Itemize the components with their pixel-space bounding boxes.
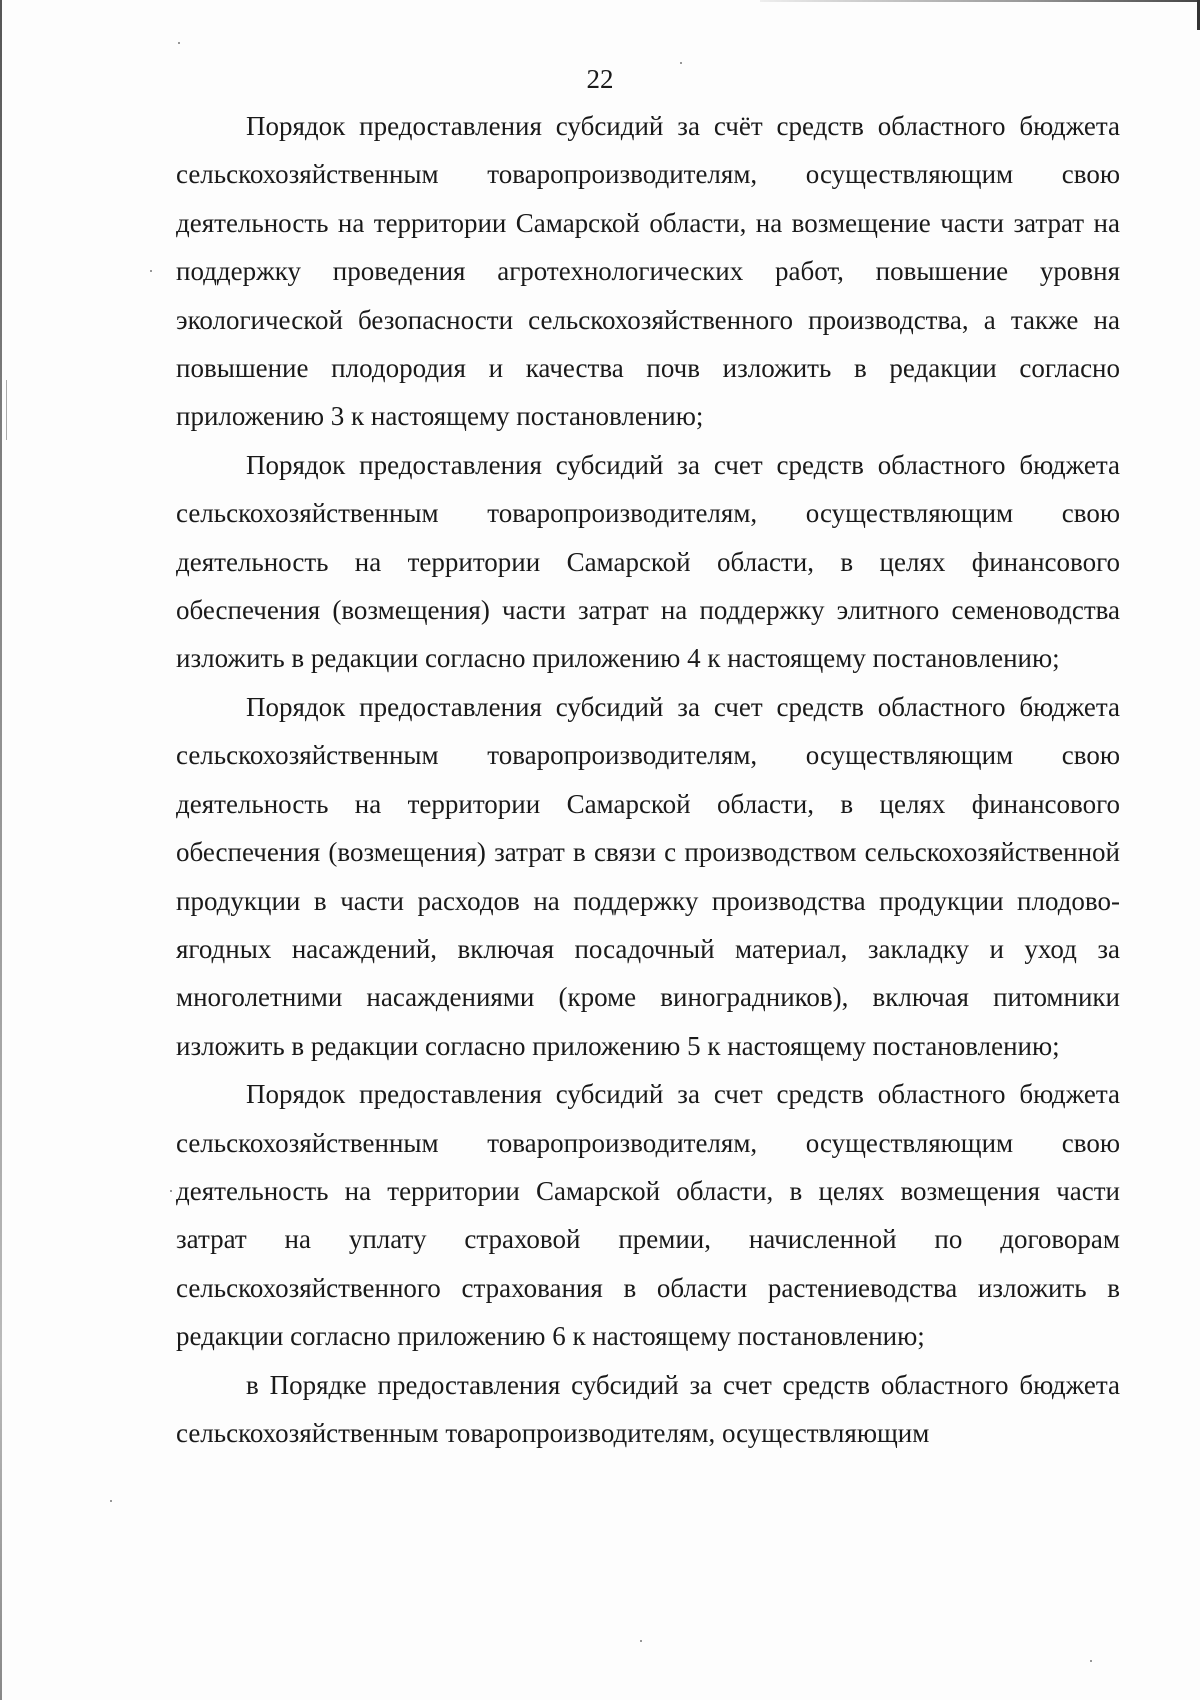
scan-edge-left — [0, 0, 2, 1700]
paragraph-appendix-5: Порядок предоставления субсидий за счет средств областного бюджета сельскохозяйственным товаропроизводителям, осуществляющим свою деятельность на территории Самарской области, в целях финансового обеспечения (возмещения) затрат в связи с производством сельскохозяйственной продукции в части расходов на поддержку производства продукции плодово-ягодных насаждений, включая посадочный материал, закладку и уход за многолетними насаждениями (кроме виноградников), включая питомники изложить в редакции согласно приложению 5 к настоящему постановлению; — [176, 691, 1120, 1061]
paragraph-appendix-3: Порядок предоставления субсидий за счёт средств областного бюджета сельскохозяйственным товаропроизводителям, осуществляющим свою деятельность на территории Самарской области, на возмещение части затрат на поддержку проведения агротехнологических работ, повышение уровня экологической безопасности сельскохозяйственного производства, а также на повышение плодородия и качества почв изложить в редакции согласно приложению 3 к настоящему постановлению; — [176, 111, 1120, 432]
paragraph-appendix-4: Порядок предоставления субсидий за счет средств областного бюджета сельскохозяйственным товаропроизводителям, осуществляющим свою деятельность на территории Самарской области, в целях финансового обеспечения (возмещения) части затрат на поддержку элитного семеноводства изложить в редакции согласно приложению 4 к настоящему постановлению; — [176, 449, 1120, 674]
scan-edge-top — [760, 0, 1200, 2]
paragraph-appendix-6: Порядок предоставления субсидий за счет средств областного бюджета сельскохозяйственным товаропроизводителям, осуществляющим свою деятельность на территории Самарской области, в целях возмещения части затрат на уплату страховой премии, начисленной по договорам сельскохозяйственного страхования в области растениеводства изложить в редакции согласно приложению 6 к настоящему постановлению; — [176, 1079, 1120, 1352]
scan-speck — [170, 1190, 172, 1192]
scan-speck — [178, 42, 180, 44]
document-body — [176, 102, 1120, 1457]
scan-speck — [150, 270, 152, 272]
scan-speck — [110, 1500, 112, 1502]
page-number: 22 — [586, 64, 614, 94]
scan-speck — [640, 1640, 642, 1642]
scan-speck — [1090, 1660, 1092, 1662]
scan-edge-mark — [6, 380, 7, 440]
paragraph-amendment: в Порядке предоставления субсидий за счет средств областного бюджета сельскохозяйственным товаропроизводителям, осуществляющим — [176, 1369, 1120, 1448]
